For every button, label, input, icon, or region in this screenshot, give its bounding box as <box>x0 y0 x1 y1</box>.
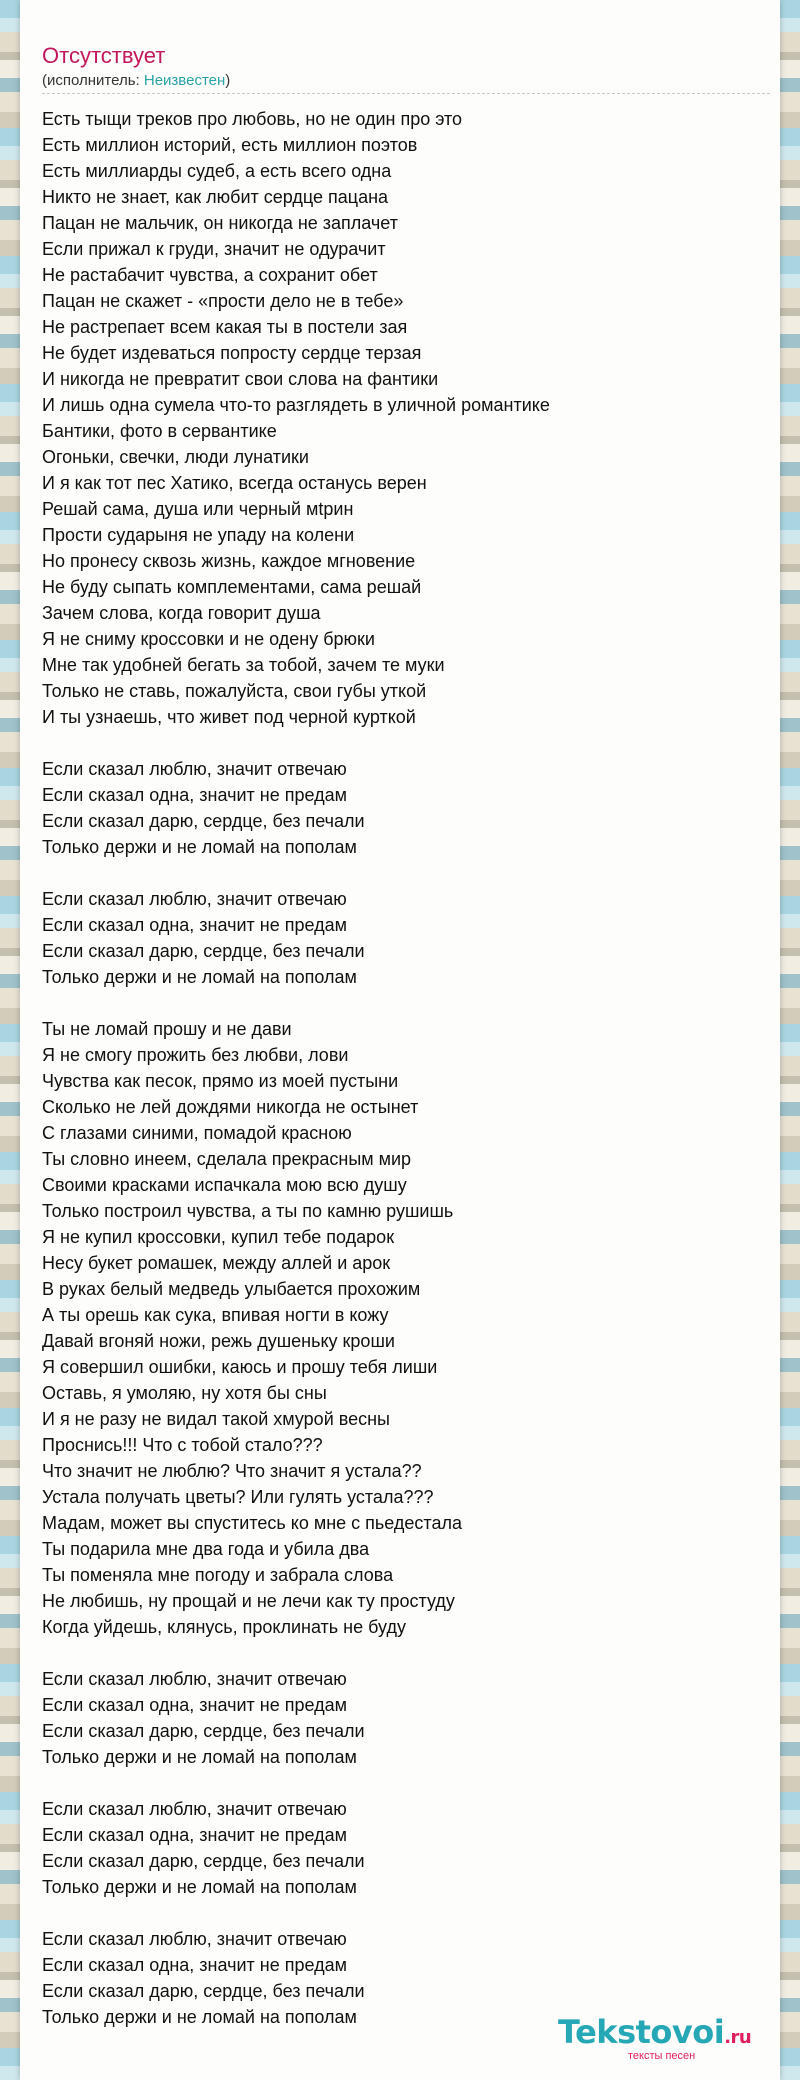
lyric-line: Ты подарила мне два года и убила два <box>42 1539 370 1559</box>
logo-tagline: тексты песен <box>628 2050 696 2062</box>
stanza-break <box>42 1640 762 1666</box>
lyric-line: Но пронесу сквозь жизнь, каждое мгновение <box>42 551 416 571</box>
header-divider <box>42 93 770 94</box>
lyric-line: Пацан не скажет - «прости дело не в тебе» <box>42 291 404 311</box>
site-logo[interactable] <box>558 2012 768 2064</box>
lyric-line: Прости сударыня не упаду на колени <box>42 525 355 545</box>
lyric-line: Если сказал дарю, сердце, без печали <box>42 1721 365 1741</box>
lyric-line: Только не ставь, пожалуйста, свои губы уткой <box>42 681 427 701</box>
lyric-line: Только держи и не ломай на пополам <box>42 967 357 987</box>
lyric-line: И я не разу не видал такой хмурой весны <box>42 1409 390 1429</box>
stanza-break <box>42 730 762 756</box>
stanza-break <box>42 860 762 886</box>
lyric-line: Мадам, может вы спуститесь ко мне с пьедестала <box>42 1513 462 1533</box>
lyric-line: Только держи и не ломай на пополам <box>42 1747 357 1767</box>
lyric-line: Не растрепает всем какая ты в постели зая <box>42 317 408 337</box>
lyric-line: Оставь, я умоляю, ну хотя бы сны <box>42 1383 327 1403</box>
lyric-line: Решай сама, душа или черный мtрин <box>42 499 354 519</box>
lyric-line: Я не смогу прожить без любви, лови <box>42 1045 349 1065</box>
lyric-line: Чувства как песок, прямо из моей пустыни <box>42 1071 399 1091</box>
lyric-line: Когда уйдешь, клянусь, проклинать не буду <box>42 1617 406 1637</box>
artist-prefix: (исполнитель: <box>42 72 144 89</box>
lyric-line: Что значит не люблю? Что значит я устала?? <box>42 1461 422 1481</box>
artist-line <box>42 71 230 91</box>
lyric-line: А ты орешь как сука, впивая ногти в кожу <box>42 1305 389 1325</box>
lyric-line: Огоньки, свечки, люди лунатики <box>42 447 309 467</box>
lyric-line: Если сказал люблю, значит отвечаю <box>42 1669 347 1689</box>
lyric-line: И ты узнаешь, что живет под черной курткой <box>42 707 416 727</box>
artist-link[interactable]: Неизвестен <box>143 72 226 89</box>
stanza-break <box>42 990 762 1016</box>
lyric-line: Если сказал одна, значит не предам <box>42 785 347 805</box>
lyric-line: Если сказал люблю, значит отвечаю <box>42 889 347 909</box>
song-title: Отсутствует <box>42 43 166 68</box>
artist-suffix: ) <box>225 72 231 89</box>
lyric-line: Пацан не мальчик, он никогда не заплачет <box>42 213 398 233</box>
lyric-line: С глазами синими, помадой красною <box>42 1123 352 1143</box>
lyric-line: Если сказал люблю, значит отвечаю <box>42 1799 347 1819</box>
lyric-line: Если сказал одна, значит не предам <box>42 1955 347 1975</box>
stanza-break <box>42 1770 762 1796</box>
lyric-line: Не буду сыпать комплементами, сама решай <box>42 577 422 597</box>
logo-name: Tekstovoi <box>558 2013 725 2051</box>
lyric-line: Я не купил кроссовки, купил тебе подарок <box>42 1227 395 1247</box>
lyric-line: Если сказал дарю, сердце, без печали <box>42 1851 365 1871</box>
lyric-line: Не растабачит чувства, а сохранит обет <box>42 265 378 285</box>
lyric-line: Давай вгоняй ножи, режь душеньку кроши <box>42 1331 395 1351</box>
lyric-line: Сколько не лей дождями никогда не остынет <box>42 1097 419 1117</box>
lyric-line: Устала получать цветы? Или гулять устала??? <box>42 1487 434 1507</box>
stanza-break <box>42 1900 762 1926</box>
lyric-line: Есть тыщи треков про любовь, но не один про это <box>42 109 463 129</box>
lyric-line: Проснись!!! Что с тобой стало??? <box>42 1435 323 1455</box>
lyric-line: Не любишь, ну прощай и не лечи как ту простуду <box>42 1591 455 1611</box>
lyric-line: Если сказал одна, значит не предам <box>42 1825 347 1845</box>
lyric-line: Если сказал дарю, сердце, без печали <box>42 811 365 831</box>
lyric-line: И я как тот пес Хатико, всегда останусь верен <box>42 473 427 493</box>
lyrics-text <box>42 106 762 2030</box>
lyric-line: Если сказал люблю, значит отвечаю <box>42 759 347 779</box>
lyric-line: Не будет издеваться попросту сердце терзая <box>42 343 422 363</box>
lyric-line: И никогда не превратит свои слова на фантики <box>42 369 439 389</box>
lyric-line: Несу букет ромашек, между аллей и арок <box>42 1253 391 1273</box>
lyric-line: Если сказал дарю, сердце, без печали <box>42 1981 365 2001</box>
lyric-line: Своими красками испачкала мою всю душу <box>42 1175 407 1195</box>
logo-tld: .ru <box>724 2027 752 2048</box>
lyric-line: Ты не ломай прошу и не дави <box>42 1019 292 1039</box>
lyric-line: Только построил чувства, а ты по камню рушишь <box>42 1201 454 1221</box>
lyric-line: Никто не знает, как любит сердце пацана <box>42 187 389 207</box>
lyric-line: Ты поменяла мне погоду и забрала слова <box>42 1565 394 1585</box>
lyric-line: Я не сниму кроссовки и не одену брюки <box>42 629 375 649</box>
lyric-line: В руках белый медведь улыбается прохожим <box>42 1279 421 1299</box>
lyric-line: Только держи и не ломай на пополам <box>42 2007 357 2027</box>
lyric-line: Если сказал люблю, значит отвечаю <box>42 1929 347 1949</box>
lyric-line: Я совершил ошибки, каюсь и прошу тебя лиши <box>42 1357 438 1377</box>
lyric-line: Есть миллиарды судеб, а есть всего одна <box>42 161 392 181</box>
lyric-line: Если сказал дарю, сердце, без печали <box>42 941 365 961</box>
lyrics-page <box>20 0 780 2080</box>
lyric-line: Зачем слова, когда говорит душа <box>42 603 321 623</box>
lyric-line: Бантики, фото в сервантике <box>42 421 277 441</box>
lyric-line: Есть миллион историй, есть миллион поэтов <box>42 135 418 155</box>
lyric-line: Ты словно инеем, сделала прекрасным мир <box>42 1149 412 1169</box>
lyric-line: Только держи и не ломай на пополам <box>42 837 357 857</box>
lyric-line: Мне так удобней бегать за тобой, зачем те муки <box>42 655 445 675</box>
lyric-line: Если прижал к груди, значит не одурачит <box>42 239 386 259</box>
lyric-line: Только держи и не ломай на пополам <box>42 1877 357 1897</box>
lyric-line: Если сказал одна, значит не предам <box>42 1695 347 1715</box>
lyric-line: И лишь одна сумела что-то разглядеть в уличной романтике <box>42 395 550 415</box>
lyric-line: Если сказал одна, значит не предам <box>42 915 347 935</box>
